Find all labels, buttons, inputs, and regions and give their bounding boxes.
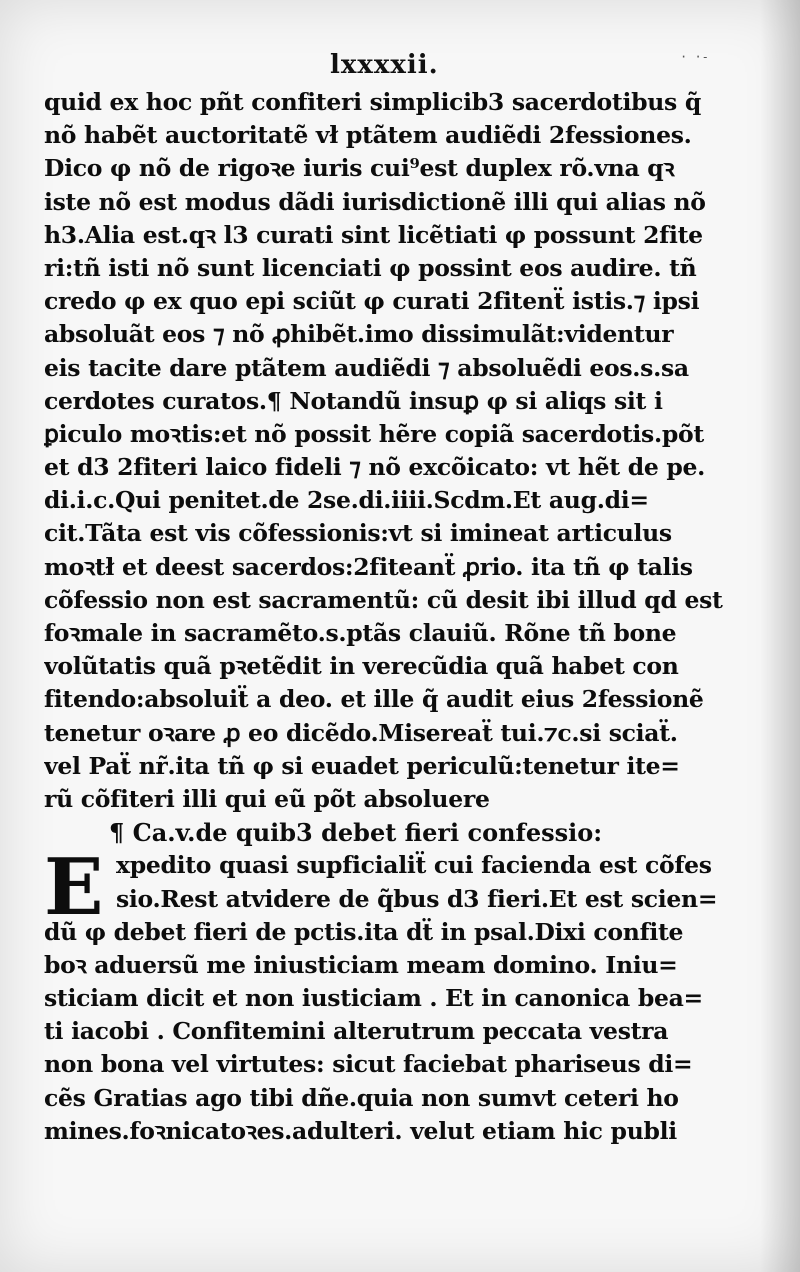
text-line: eis tacite dare ptãtem audiẽdi ⁊ absoluẽdi eos.s.sa bbox=[44, 353, 689, 382]
text-line: di.i.c.Qui penitet.de 2se.di.iiii.Scdm.Et aug.di= bbox=[44, 486, 649, 515]
decorated-initial: E bbox=[44, 842, 104, 934]
text-line: absoluãt eos ⁊ nõ ꝓhibẽt.imo dissimulãt:videntur bbox=[44, 320, 674, 349]
text-line: fitendo:absoluiẗ a deo. et ille q̃ audit eius 2fessionẽ bbox=[44, 685, 704, 714]
text-line: moꝛtł et deest sacerdos:2fiteanẗ ꝓrio. ita tñ φ talis bbox=[44, 552, 693, 581]
text-line: ꝑiculo moꝛtis:et nõ possit hẽre copiã sacerdotis.põt bbox=[44, 419, 704, 448]
text-line: h3.Alia est.qꝛ l3 curati sint licẽtiati φ possunt 2fite bbox=[44, 220, 703, 249]
text-line: iste nõ est modus dãdi iurisdictionẽ illi qui alias nõ bbox=[44, 187, 706, 216]
text-line: tenetur oꝛare ꝓ eo dicẽdo.Misereaẗ tui.⁊c.si sciaẗ. bbox=[44, 718, 678, 747]
chapter-text-line: cẽs Gratias ago tibi dñe.quia non sumvt ceteri ho bbox=[44, 1083, 679, 1112]
text-line: vel Paẗ nr̃.ita tñ φ si euadet periculũ:tenetur ite= bbox=[44, 751, 680, 780]
corner-mark: · ·- bbox=[680, 50, 709, 64]
chapter-text-line: xpedito quasi supficialiẗ cui facienda est cõfes bbox=[116, 851, 712, 880]
text-line: quid ex hoc pñt confiteri simplicib3 sacerdotibus q̃ bbox=[44, 88, 701, 116]
body-paragraph bbox=[44, 86, 734, 816]
chapter-heading: ¶ Ca.v.de quib3 debet fieri confessio: bbox=[109, 818, 603, 848]
chapter-text-line: sticiam dicit et non iusticiam . Et in canonica bea= bbox=[44, 984, 703, 1013]
text-line: credo φ ex quo epi sciũt φ curati 2fitenẗ istis.⁊ ipsi bbox=[44, 287, 700, 316]
text-line: volũtatis quã pꝛetẽdit in verecũdia quã habet con bbox=[44, 652, 679, 681]
text-line: cit.Tãta est vis cõfessionis:vt si imineat articulus bbox=[44, 519, 672, 548]
text-line: rũ cõfiteri illi qui eũ põt absoluere bbox=[44, 784, 490, 813]
text-line: Dico φ nõ de rigoꝛe iuris cui⁹est duplex rõ.vna qꝛ bbox=[44, 154, 675, 183]
text-line: cerdotes curatos.¶ Notandũ insuꝑ φ si aliqs sit i bbox=[44, 386, 663, 415]
chapter-text-line: dũ φ debet fieri de pctis.ita dẗ in psal.Dixi confite bbox=[44, 917, 684, 946]
text-line: cõfessio non est sacramentũ: cũ desit ibi illud qd est bbox=[44, 585, 723, 614]
text-line: ri:tñ isti nõ sunt licenciati φ possint eos audire. tñ bbox=[44, 253, 697, 282]
chapter-text-line: ti iacobi . Confitemini alterutrum peccata vestra bbox=[44, 1017, 669, 1046]
text-block bbox=[44, 86, 734, 1148]
folio-number: lxxxxii. bbox=[330, 50, 439, 80]
chapter-paragraph bbox=[44, 842, 734, 1148]
text-line: foꝛmale in sacramẽto.s.ptãs clauiũ. Rõne tñ bone bbox=[44, 619, 677, 647]
text-line: et d3 2fiteri laico fideli ⁊ nõ excõicato: vt hẽt de pe. bbox=[44, 453, 706, 482]
chapter-text-line: non bona vel virtutes: sicut faciebat phariseus di= bbox=[44, 1050, 693, 1079]
text-line: nõ habẽt auctoritatẽ vł ptãtem audiẽdi 2fessiones. bbox=[44, 121, 692, 150]
chapter-text-line: boꝛ aduersũ me iniusticiam meam domino. Iniu= bbox=[44, 950, 678, 979]
chapter-opening bbox=[44, 842, 734, 1148]
page-edge-shadow bbox=[760, 0, 800, 1272]
chapter-text-line: mines.foꝛnicatoꝛes.adulteri. velut etiam hic publi bbox=[44, 1116, 677, 1145]
chapter-text-line: sio.Rest atvidere de q̃bus d3 fieri.Et est scien= bbox=[116, 884, 718, 913]
